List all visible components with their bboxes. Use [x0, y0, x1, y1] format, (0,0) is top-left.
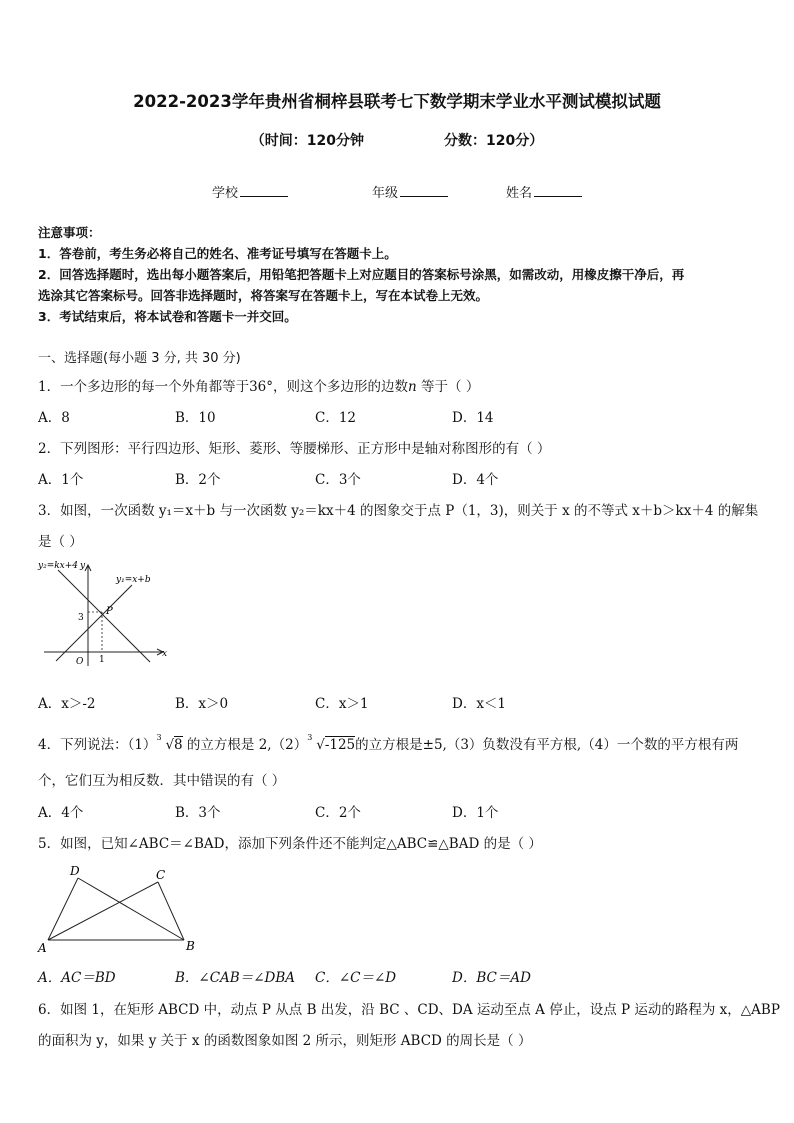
q5-option-b: B．∠CAB＝∠DBA — [175, 970, 296, 986]
label-d: D — [70, 864, 80, 878]
segment-ac — [48, 882, 158, 940]
exam-title: 2022-2023学年贵州省桐梓县联考七下数学期末学业水平测试模拟试题 — [133, 92, 661, 111]
q4-text-3: 的立方根是±5,（3）负数没有平方根,（4）一个数的平方根有两 — [355, 737, 739, 753]
school-label: 学校 — [212, 186, 239, 201]
label-o: O — [76, 657, 84, 667]
label-b: B — [186, 939, 195, 953]
label-p: P — [106, 606, 113, 617]
label-y: y — [80, 561, 86, 571]
note-item: 3．考试结束后，将本试卷和答题卡一并交回。 — [38, 309, 297, 324]
notes-heading: 注意事项： — [38, 225, 101, 240]
q4-text-2: 的立方根是 2,（2） — [182, 737, 308, 753]
segment-ad — [48, 878, 78, 940]
label-x: x — [162, 649, 168, 659]
q4-option-d: D．1个 — [452, 805, 499, 821]
name-field — [506, 182, 582, 201]
question-3-line-1: 3．如图，一次函数 y₁＝x＋b 与一次函数 y₂＝kx＋4 的图象交于点 P（1，3)，则关于 x 的不等式 x＋b＞kx＋4 的解集 — [38, 503, 759, 519]
time-label: （时间：120分钟 — [250, 133, 364, 149]
q2-option-d: D．4个 — [452, 472, 499, 488]
question-6-line-2: 的面积为 y，如果 y 关于 x 的函数图象如图 2 所示，则矩形 ABCD 的周长是（ ） — [38, 1033, 532, 1049]
section-heading: 一、选择题(每小题 3 分, 共 30 分) — [38, 351, 241, 366]
q5-option-a: A．AC＝BD — [38, 970, 116, 986]
radical-1-index: 3 — [156, 733, 162, 742]
q2-option-a: A．1个 — [38, 472, 84, 488]
label-y2: y₂=kx+4 — [38, 561, 79, 571]
q1-text-end: 等于（ ） — [416, 379, 480, 395]
score-label: 分数：120分） — [444, 133, 544, 149]
q4-option-a: A．4个 — [38, 805, 84, 821]
segment-cb — [158, 882, 184, 940]
q1-text: 1．一个多边形的每一个外角都等于36°，则这个多边形的边数 — [38, 379, 409, 395]
q2-option-b: B．2个 — [175, 472, 221, 488]
question-6-line-1: 6．如图 1，在矩形 ABCD 中，动点 P 从点 B 出发，沿 BC 、CD、DA 运动至点 A 停止，设点 P 运动的路程为 x，△ABP — [38, 1002, 780, 1018]
grade-blank — [400, 196, 448, 197]
question-5: 5．如图，已知∠ABC＝∠BAD，添加下列条件还不能判定△ABC≌△BAD 的是（ ） — [38, 836, 542, 852]
school-field — [212, 182, 288, 201]
q4-text-1: 4．下列说法：（1） — [38, 737, 157, 753]
q2-option-c: C．3个 — [315, 472, 361, 488]
q3-option-d: D．x＜1 — [452, 696, 507, 712]
name-label: 姓名 — [506, 186, 533, 201]
q4-option-b: B．3个 — [175, 805, 221, 821]
q5-triangles-figure — [36, 860, 206, 956]
label-3: 3 — [78, 613, 84, 623]
segment-db — [78, 878, 184, 940]
question-3-line-2: 是（ ） — [38, 534, 83, 550]
q1-var: n — [408, 379, 417, 395]
q1-option-d: D．14 — [452, 410, 494, 426]
radical-1: 3 √8 — [156, 733, 183, 753]
exam-subtitle — [0, 130, 794, 150]
note-item: 2．回答选择题时，选出每小题答案后，用铅笔把答题卡上对应题目的答案标号涂黑，如需改动，用橡皮擦干净后，再 — [38, 267, 685, 282]
note-item: 1．答卷前，考生务必将自己的姓名、准考证号填写在答题卡上。 — [38, 246, 397, 261]
q1-option-a: A．8 — [38, 410, 70, 426]
q3-option-b: B．x＞0 — [175, 696, 229, 712]
q5-option-d: D．BC＝AD — [452, 970, 531, 986]
school-blank — [240, 196, 288, 197]
label-a: A — [38, 941, 47, 955]
q3-option-a: A．x＞-2 — [38, 696, 96, 712]
q4-option-c: C．2个 — [315, 805, 361, 821]
question-4-line-1 — [38, 733, 738, 753]
label-c: C — [156, 868, 166, 882]
q1-option-c: C．12 — [315, 410, 357, 426]
label-y1: y₁=x+b — [116, 575, 151, 585]
grade-field — [372, 182, 448, 201]
line-y1 — [56, 585, 132, 661]
question-1 — [38, 375, 479, 395]
q1-option-b: B．10 — [175, 410, 216, 426]
question-4-line-2: 个，它们互为相反数．其中错误的有（ ） — [38, 773, 286, 789]
name-blank — [534, 196, 582, 197]
note-item: 选涂其它答案标号。回答非选择题时，将答案写在答题卡上，写在本试卷上无效。 — [38, 288, 489, 303]
grade-label: 年级 — [372, 186, 399, 201]
radical-2-value: -125 — [324, 737, 356, 753]
notes-block — [38, 222, 758, 327]
q3-graph-figure — [36, 558, 171, 670]
radical-1-value: 8 — [174, 737, 183, 753]
question-2: 2．下列图形：平行四边形、矩形、菱形、等腰梯形、正方形中是轴对称图形的有（ ） — [38, 441, 551, 457]
label-1: 1 — [99, 655, 105, 665]
radical-2: 3 √-125 — [307, 733, 356, 753]
q3-option-c: C．x＞1 — [315, 696, 369, 712]
q5-option-c: C．∠C＝∠D — [315, 970, 397, 986]
radical-2-index: 3 — [307, 733, 313, 742]
